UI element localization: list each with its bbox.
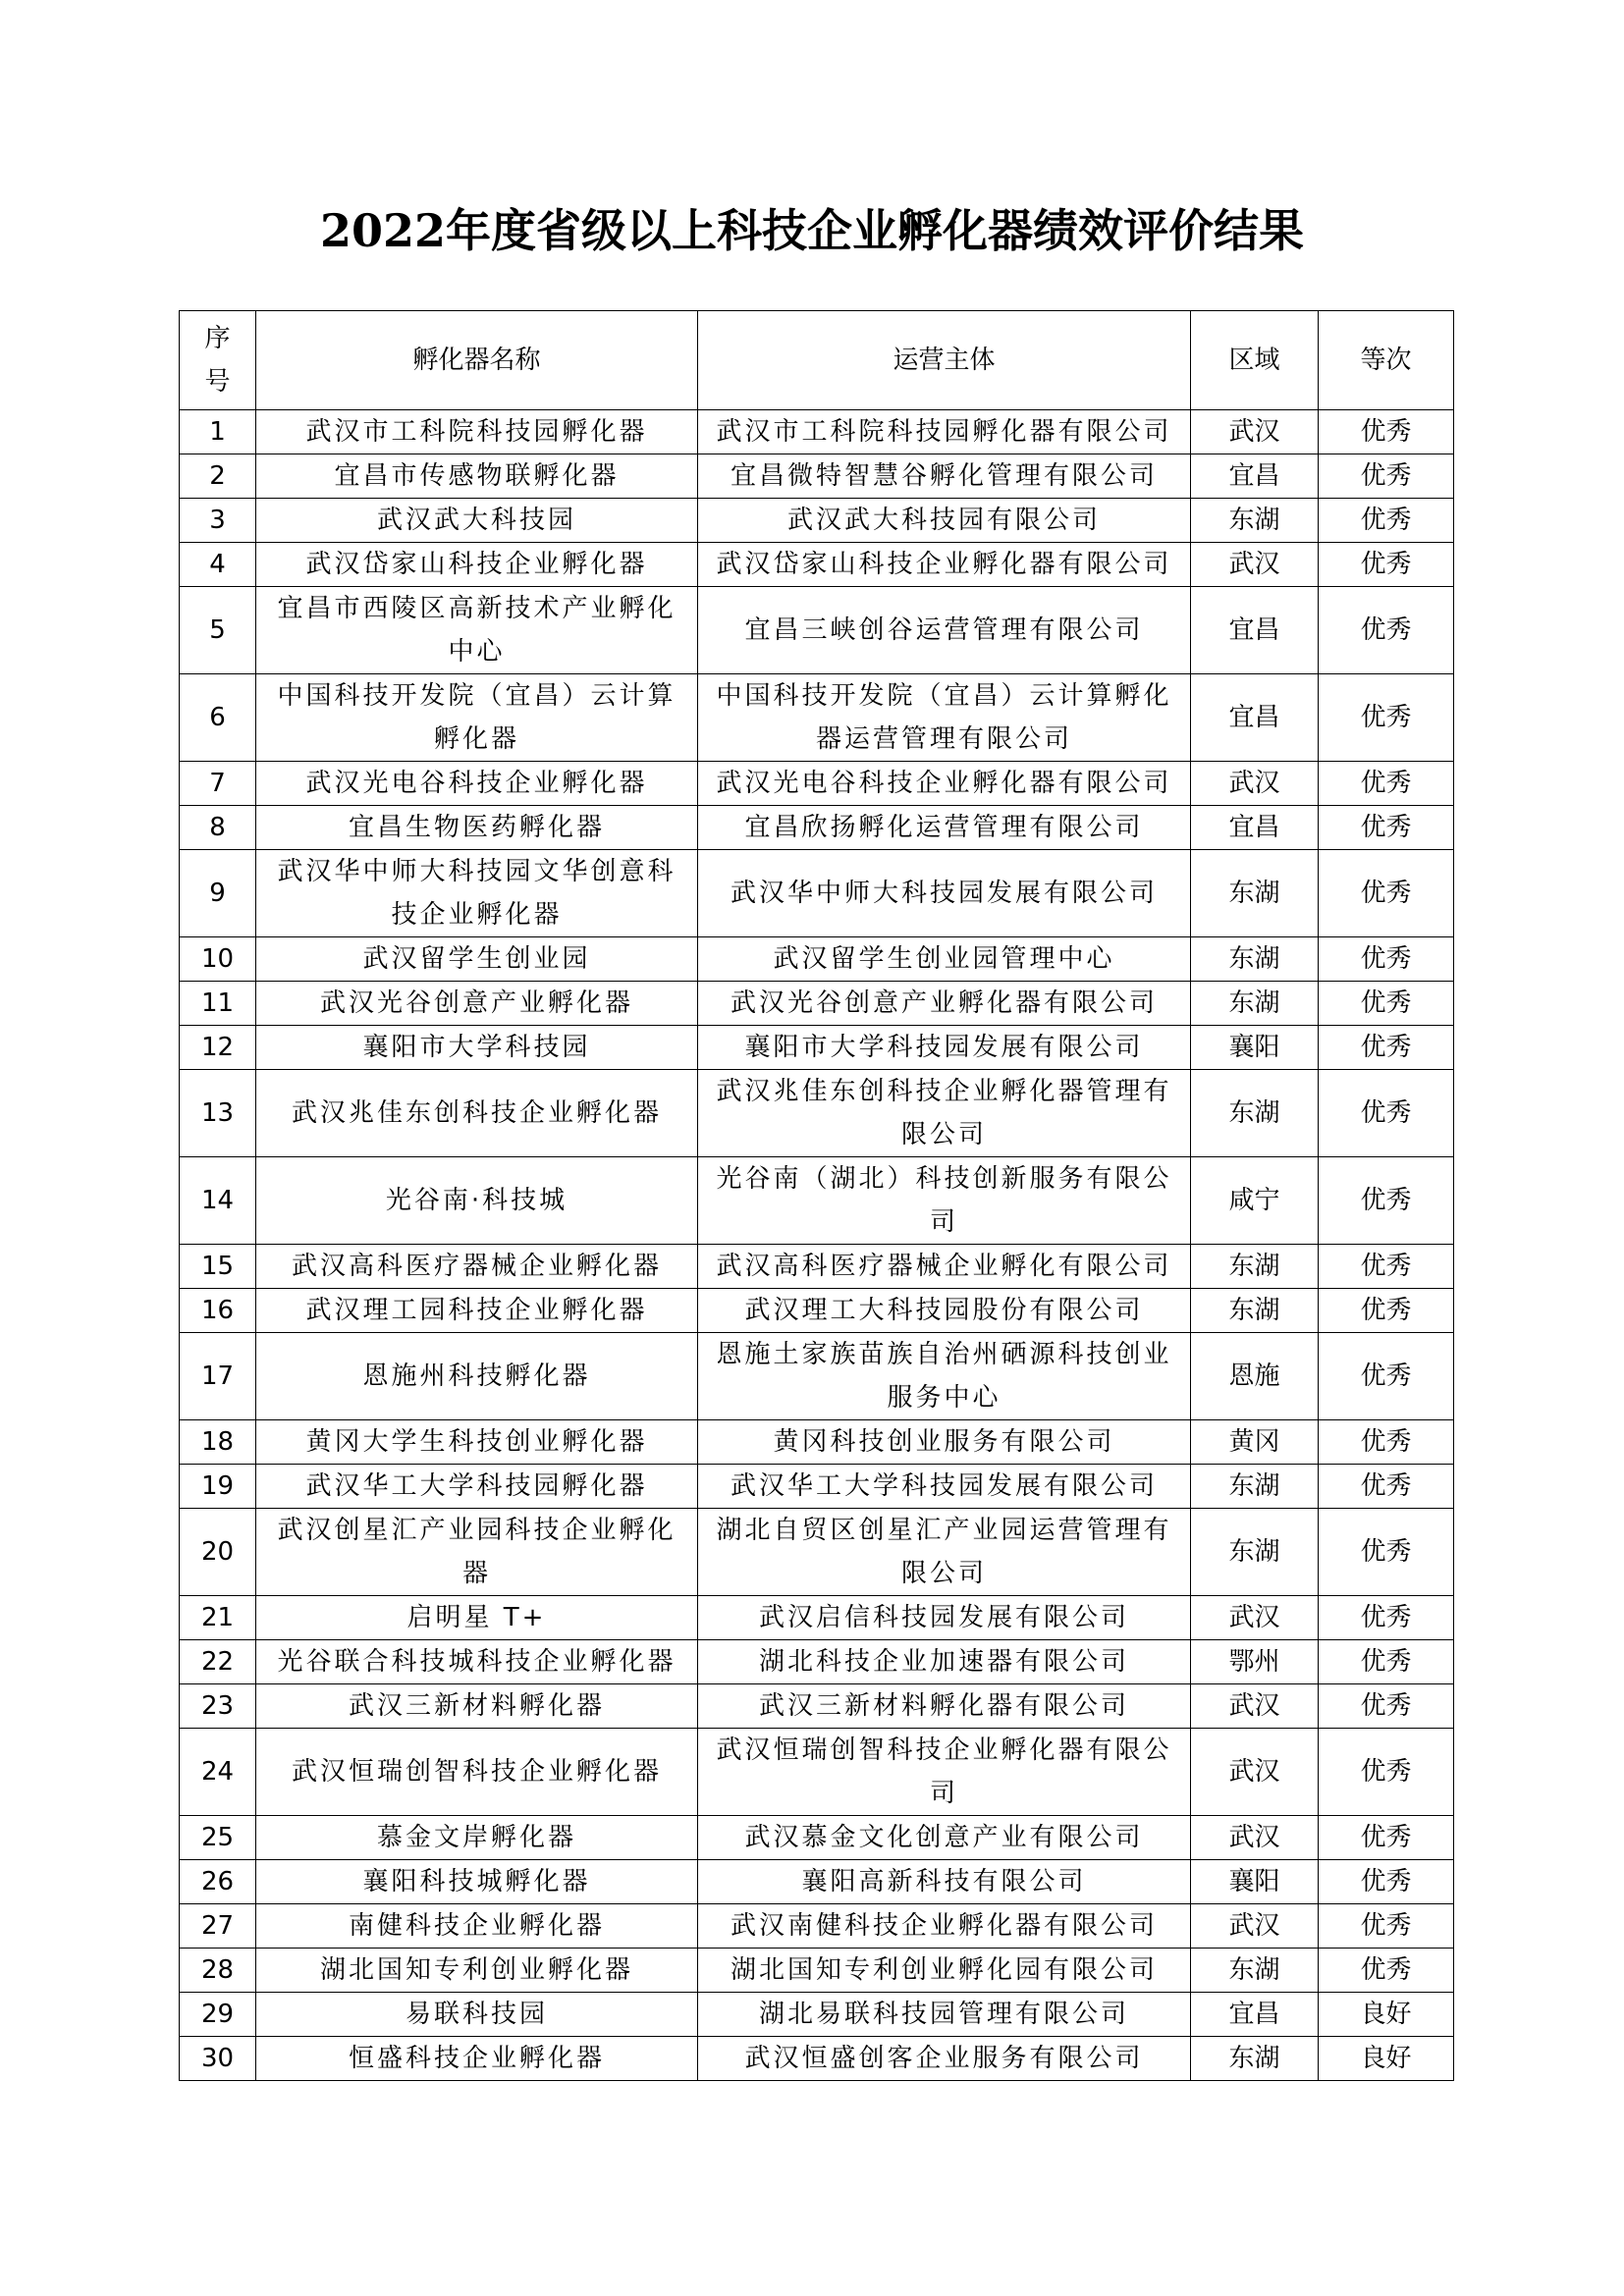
cell-incubator-name: 武汉华中师大科技园文华创意科技企业孵化器 <box>256 850 698 937</box>
cell-operator: 襄阳市大学科技园发展有限公司 <box>698 1026 1191 1070</box>
cell-operator: 武汉恒盛创客企业服务有限公司 <box>698 2037 1191 2081</box>
table-row <box>180 762 1454 806</box>
cell-region: 襄阳 <box>1191 1860 1319 1904</box>
cell-operator: 武汉启信科技园发展有限公司 <box>698 1596 1191 1640</box>
cell-incubator-name: 武汉兆佳东创科技企业孵化器 <box>256 1070 698 1157</box>
table-row <box>180 1904 1454 1949</box>
cell-grade: 良好 <box>1319 1993 1454 2037</box>
cell-operator: 武汉慕金文化创意产业有限公司 <box>698 1816 1191 1860</box>
cell-no: 17 <box>180 1333 256 1420</box>
cell-region: 鄂州 <box>1191 1640 1319 1684</box>
results-table <box>179 310 1454 2081</box>
cell-region: 武汉 <box>1191 1904 1319 1949</box>
cell-grade: 优秀 <box>1319 543 1454 587</box>
cell-region: 武汉 <box>1191 410 1319 454</box>
cell-operator: 恩施土家族苗族自治州硒源科技创业服务中心 <box>698 1333 1191 1420</box>
cell-no: 22 <box>180 1640 256 1684</box>
table-row <box>180 1289 1454 1333</box>
header-name: 孵化器名称 <box>256 311 698 410</box>
cell-no: 8 <box>180 806 256 850</box>
cell-region: 东湖 <box>1191 982 1319 1026</box>
table-row <box>180 1026 1454 1070</box>
cell-region: 东湖 <box>1191 2037 1319 2081</box>
cell-no: 10 <box>180 937 256 982</box>
cell-operator: 湖北易联科技园管理有限公司 <box>698 1993 1191 2037</box>
cell-operator: 黄冈科技创业服务有限公司 <box>698 1420 1191 1465</box>
cell-region: 武汉 <box>1191 762 1319 806</box>
cell-grade: 优秀 <box>1319 499 1454 543</box>
cell-incubator-name: 中国科技开发院（宜昌）云计算孵化器 <box>256 674 698 762</box>
cell-grade: 优秀 <box>1319 1640 1454 1684</box>
cell-incubator-name: 武汉三新材料孵化器 <box>256 1684 698 1729</box>
cell-region: 咸宁 <box>1191 1157 1319 1245</box>
cell-region: 东湖 <box>1191 1509 1319 1596</box>
cell-region: 东湖 <box>1191 1070 1319 1157</box>
table-row <box>180 1420 1454 1465</box>
cell-no: 19 <box>180 1465 256 1509</box>
cell-incubator-name: 武汉市工科院科技园孵化器 <box>256 410 698 454</box>
cell-incubator-name: 恩施州科技孵化器 <box>256 1333 698 1420</box>
table-row <box>180 806 1454 850</box>
cell-operator: 武汉恒瑞创智科技企业孵化器有限公司 <box>698 1729 1191 1816</box>
cell-no: 2 <box>180 454 256 499</box>
cell-incubator-name: 襄阳科技城孵化器 <box>256 1860 698 1904</box>
table-row <box>180 1157 1454 1245</box>
cell-no: 25 <box>180 1816 256 1860</box>
table-row <box>180 410 1454 454</box>
cell-region: 东湖 <box>1191 850 1319 937</box>
cell-region: 武汉 <box>1191 1596 1319 1640</box>
cell-no: 30 <box>180 2037 256 2081</box>
cell-no: 4 <box>180 543 256 587</box>
cell-region: 宜昌 <box>1191 674 1319 762</box>
cell-grade: 优秀 <box>1319 937 1454 982</box>
table-row <box>180 1729 1454 1816</box>
cell-grade: 优秀 <box>1319 587 1454 674</box>
cell-region: 东湖 <box>1191 1465 1319 1509</box>
cell-region: 武汉 <box>1191 1816 1319 1860</box>
cell-operator: 湖北自贸区创星汇产业园运营管理有限公司 <box>698 1509 1191 1596</box>
table-row <box>180 1509 1454 1596</box>
header-seq-line1: 序 <box>204 324 231 353</box>
cell-grade: 优秀 <box>1319 1289 1454 1333</box>
cell-region: 黄冈 <box>1191 1420 1319 1465</box>
cell-operator: 光谷南（湖北）科技创新服务有限公司 <box>698 1157 1191 1245</box>
cell-no: 24 <box>180 1729 256 1816</box>
cell-operator: 湖北国知专利创业孵化园有限公司 <box>698 1949 1191 1993</box>
cell-incubator-name: 慕金文岸孵化器 <box>256 1816 698 1860</box>
table-row <box>180 982 1454 1026</box>
cell-grade: 优秀 <box>1319 1157 1454 1245</box>
cell-region: 东湖 <box>1191 1949 1319 1993</box>
cell-grade: 优秀 <box>1319 1420 1454 1465</box>
cell-no: 11 <box>180 982 256 1026</box>
table-row <box>180 587 1454 674</box>
cell-grade: 优秀 <box>1319 982 1454 1026</box>
table-row <box>180 1596 1454 1640</box>
cell-grade: 优秀 <box>1319 1509 1454 1596</box>
cell-incubator-name: 湖北国知专利创业孵化器 <box>256 1949 698 1993</box>
cell-incubator-name: 宜昌市传感物联孵化器 <box>256 454 698 499</box>
cell-region: 宜昌 <box>1191 454 1319 499</box>
cell-no: 5 <box>180 587 256 674</box>
cell-incubator-name: 易联科技园 <box>256 1993 698 2037</box>
cell-incubator-name: 启明星 T+ <box>256 1596 698 1640</box>
table-row <box>180 1245 1454 1289</box>
cell-operator: 武汉光谷创意产业孵化器有限公司 <box>698 982 1191 1026</box>
cell-incubator-name: 光谷联合科技城科技企业孵化器 <box>256 1640 698 1684</box>
cell-operator: 武汉华工大学科技园发展有限公司 <box>698 1465 1191 1509</box>
cell-region: 襄阳 <box>1191 1026 1319 1070</box>
cell-no: 21 <box>180 1596 256 1640</box>
cell-no: 27 <box>180 1904 256 1949</box>
cell-grade: 优秀 <box>1319 410 1454 454</box>
cell-operator: 武汉华中师大科技园发展有限公司 <box>698 850 1191 937</box>
cell-grade: 优秀 <box>1319 1816 1454 1860</box>
cell-grade: 优秀 <box>1319 1860 1454 1904</box>
cell-incubator-name: 武汉理工园科技企业孵化器 <box>256 1289 698 1333</box>
cell-incubator-name: 武汉岱家山科技企业孵化器 <box>256 543 698 587</box>
cell-no: 14 <box>180 1157 256 1245</box>
cell-operator: 武汉兆佳东创科技企业孵化器管理有限公司 <box>698 1070 1191 1157</box>
cell-region: 武汉 <box>1191 543 1319 587</box>
cell-grade: 优秀 <box>1319 1596 1454 1640</box>
cell-incubator-name: 恒盛科技企业孵化器 <box>256 2037 698 2081</box>
cell-incubator-name: 武汉武大科技园 <box>256 499 698 543</box>
header-grade: 等次 <box>1319 311 1454 410</box>
cell-grade: 优秀 <box>1319 1949 1454 1993</box>
cell-region: 东湖 <box>1191 1245 1319 1289</box>
cell-grade: 良好 <box>1319 2037 1454 2081</box>
cell-grade: 优秀 <box>1319 1465 1454 1509</box>
cell-no: 12 <box>180 1026 256 1070</box>
cell-grade: 优秀 <box>1319 1904 1454 1949</box>
cell-operator: 中国科技开发院（宜昌）云计算孵化器运营管理有限公司 <box>698 674 1191 762</box>
cell-incubator-name: 武汉留学生创业园 <box>256 937 698 982</box>
cell-operator: 宜昌微特智慧谷孵化管理有限公司 <box>698 454 1191 499</box>
cell-incubator-name: 宜昌市西陵区高新技术产业孵化中心 <box>256 587 698 674</box>
cell-no: 26 <box>180 1860 256 1904</box>
table-row <box>180 1816 1454 1860</box>
cell-region: 东湖 <box>1191 937 1319 982</box>
cell-operator: 湖北科技企业加速器有限公司 <box>698 1640 1191 1684</box>
cell-incubator-name: 武汉恒瑞创智科技企业孵化器 <box>256 1729 698 1816</box>
table-row <box>180 850 1454 937</box>
cell-operator: 襄阳高新科技有限公司 <box>698 1860 1191 1904</box>
cell-no: 6 <box>180 674 256 762</box>
cell-grade: 优秀 <box>1319 1026 1454 1070</box>
page-title: 2022年度省级以上科技企业孵化器绩效评价结果 <box>319 204 1305 257</box>
cell-no: 13 <box>180 1070 256 1157</box>
cell-incubator-name: 宜昌生物医药孵化器 <box>256 806 698 850</box>
cell-operator: 武汉市工科院科技园孵化器有限公司 <box>698 410 1191 454</box>
cell-incubator-name: 武汉光谷创意产业孵化器 <box>256 982 698 1026</box>
cell-no: 20 <box>180 1509 256 1596</box>
table-header-row <box>180 311 1454 410</box>
cell-operator: 武汉南健科技企业孵化器有限公司 <box>698 1904 1191 1949</box>
cell-region: 东湖 <box>1191 499 1319 543</box>
cell-operator: 宜昌三峡创谷运营管理有限公司 <box>698 587 1191 674</box>
header-operator: 运营主体 <box>698 311 1191 410</box>
cell-grade: 优秀 <box>1319 850 1454 937</box>
cell-no: 9 <box>180 850 256 937</box>
cell-operator: 武汉武大科技园有限公司 <box>698 499 1191 543</box>
cell-operator: 武汉三新材料孵化器有限公司 <box>698 1684 1191 1729</box>
cell-grade: 优秀 <box>1319 1245 1454 1289</box>
cell-grade: 优秀 <box>1319 1333 1454 1420</box>
table-row <box>180 1465 1454 1509</box>
cell-region: 宜昌 <box>1191 806 1319 850</box>
cell-grade: 优秀 <box>1319 806 1454 850</box>
table-row <box>180 937 1454 982</box>
table-row <box>180 674 1454 762</box>
cell-grade: 优秀 <box>1319 1684 1454 1729</box>
table-row <box>180 543 1454 587</box>
cell-grade: 优秀 <box>1319 1070 1454 1157</box>
cell-grade: 优秀 <box>1319 762 1454 806</box>
cell-operator: 武汉理工大科技园股份有限公司 <box>698 1289 1191 1333</box>
cell-no: 3 <box>180 499 256 543</box>
cell-no: 7 <box>180 762 256 806</box>
cell-incubator-name: 黄冈大学生科技创业孵化器 <box>256 1420 698 1465</box>
cell-region: 宜昌 <box>1191 587 1319 674</box>
header-region: 区域 <box>1191 311 1319 410</box>
cell-incubator-name: 光谷南·科技城 <box>256 1157 698 1245</box>
cell-operator: 武汉留学生创业园管理中心 <box>698 937 1191 982</box>
cell-operator: 武汉高科医疗器械企业孵化有限公司 <box>698 1245 1191 1289</box>
cell-incubator-name: 南健科技企业孵化器 <box>256 1904 698 1949</box>
cell-no: 1 <box>180 410 256 454</box>
cell-incubator-name: 襄阳市大学科技园 <box>256 1026 698 1070</box>
table-row <box>180 1333 1454 1420</box>
cell-no: 18 <box>180 1420 256 1465</box>
table-row <box>180 454 1454 499</box>
cell-operator: 武汉岱家山科技企业孵化器有限公司 <box>698 543 1191 587</box>
table-row <box>180 499 1454 543</box>
cell-no: 29 <box>180 1993 256 2037</box>
table-row <box>180 1993 1454 2037</box>
cell-region: 武汉 <box>1191 1684 1319 1729</box>
cell-grade: 优秀 <box>1319 454 1454 499</box>
header-seq-line2: 号 <box>204 367 231 397</box>
cell-region: 宜昌 <box>1191 1993 1319 2037</box>
cell-incubator-name: 武汉高科医疗器械企业孵化器 <box>256 1245 698 1289</box>
cell-region: 武汉 <box>1191 1729 1319 1816</box>
table-row <box>180 1640 1454 1684</box>
table-row <box>180 2037 1454 2081</box>
cell-grade: 优秀 <box>1319 1729 1454 1816</box>
cell-incubator-name: 武汉光电谷科技企业孵化器 <box>256 762 698 806</box>
cell-no: 16 <box>180 1289 256 1333</box>
cell-no: 28 <box>180 1949 256 1993</box>
cell-region: 东湖 <box>1191 1289 1319 1333</box>
table-row <box>180 1070 1454 1157</box>
table-row <box>180 1860 1454 1904</box>
header-seq <box>180 311 256 410</box>
cell-no: 23 <box>180 1684 256 1729</box>
cell-incubator-name: 武汉创星汇产业园科技企业孵化器 <box>256 1509 698 1596</box>
table-row <box>180 1949 1454 1993</box>
cell-grade: 优秀 <box>1319 674 1454 762</box>
table-row <box>180 1684 1454 1729</box>
cell-no: 15 <box>180 1245 256 1289</box>
cell-incubator-name: 武汉华工大学科技园孵化器 <box>256 1465 698 1509</box>
cell-operator: 武汉光电谷科技企业孵化器有限公司 <box>698 762 1191 806</box>
cell-operator: 宜昌欣扬孵化运营管理有限公司 <box>698 806 1191 850</box>
cell-region: 恩施 <box>1191 1333 1319 1420</box>
